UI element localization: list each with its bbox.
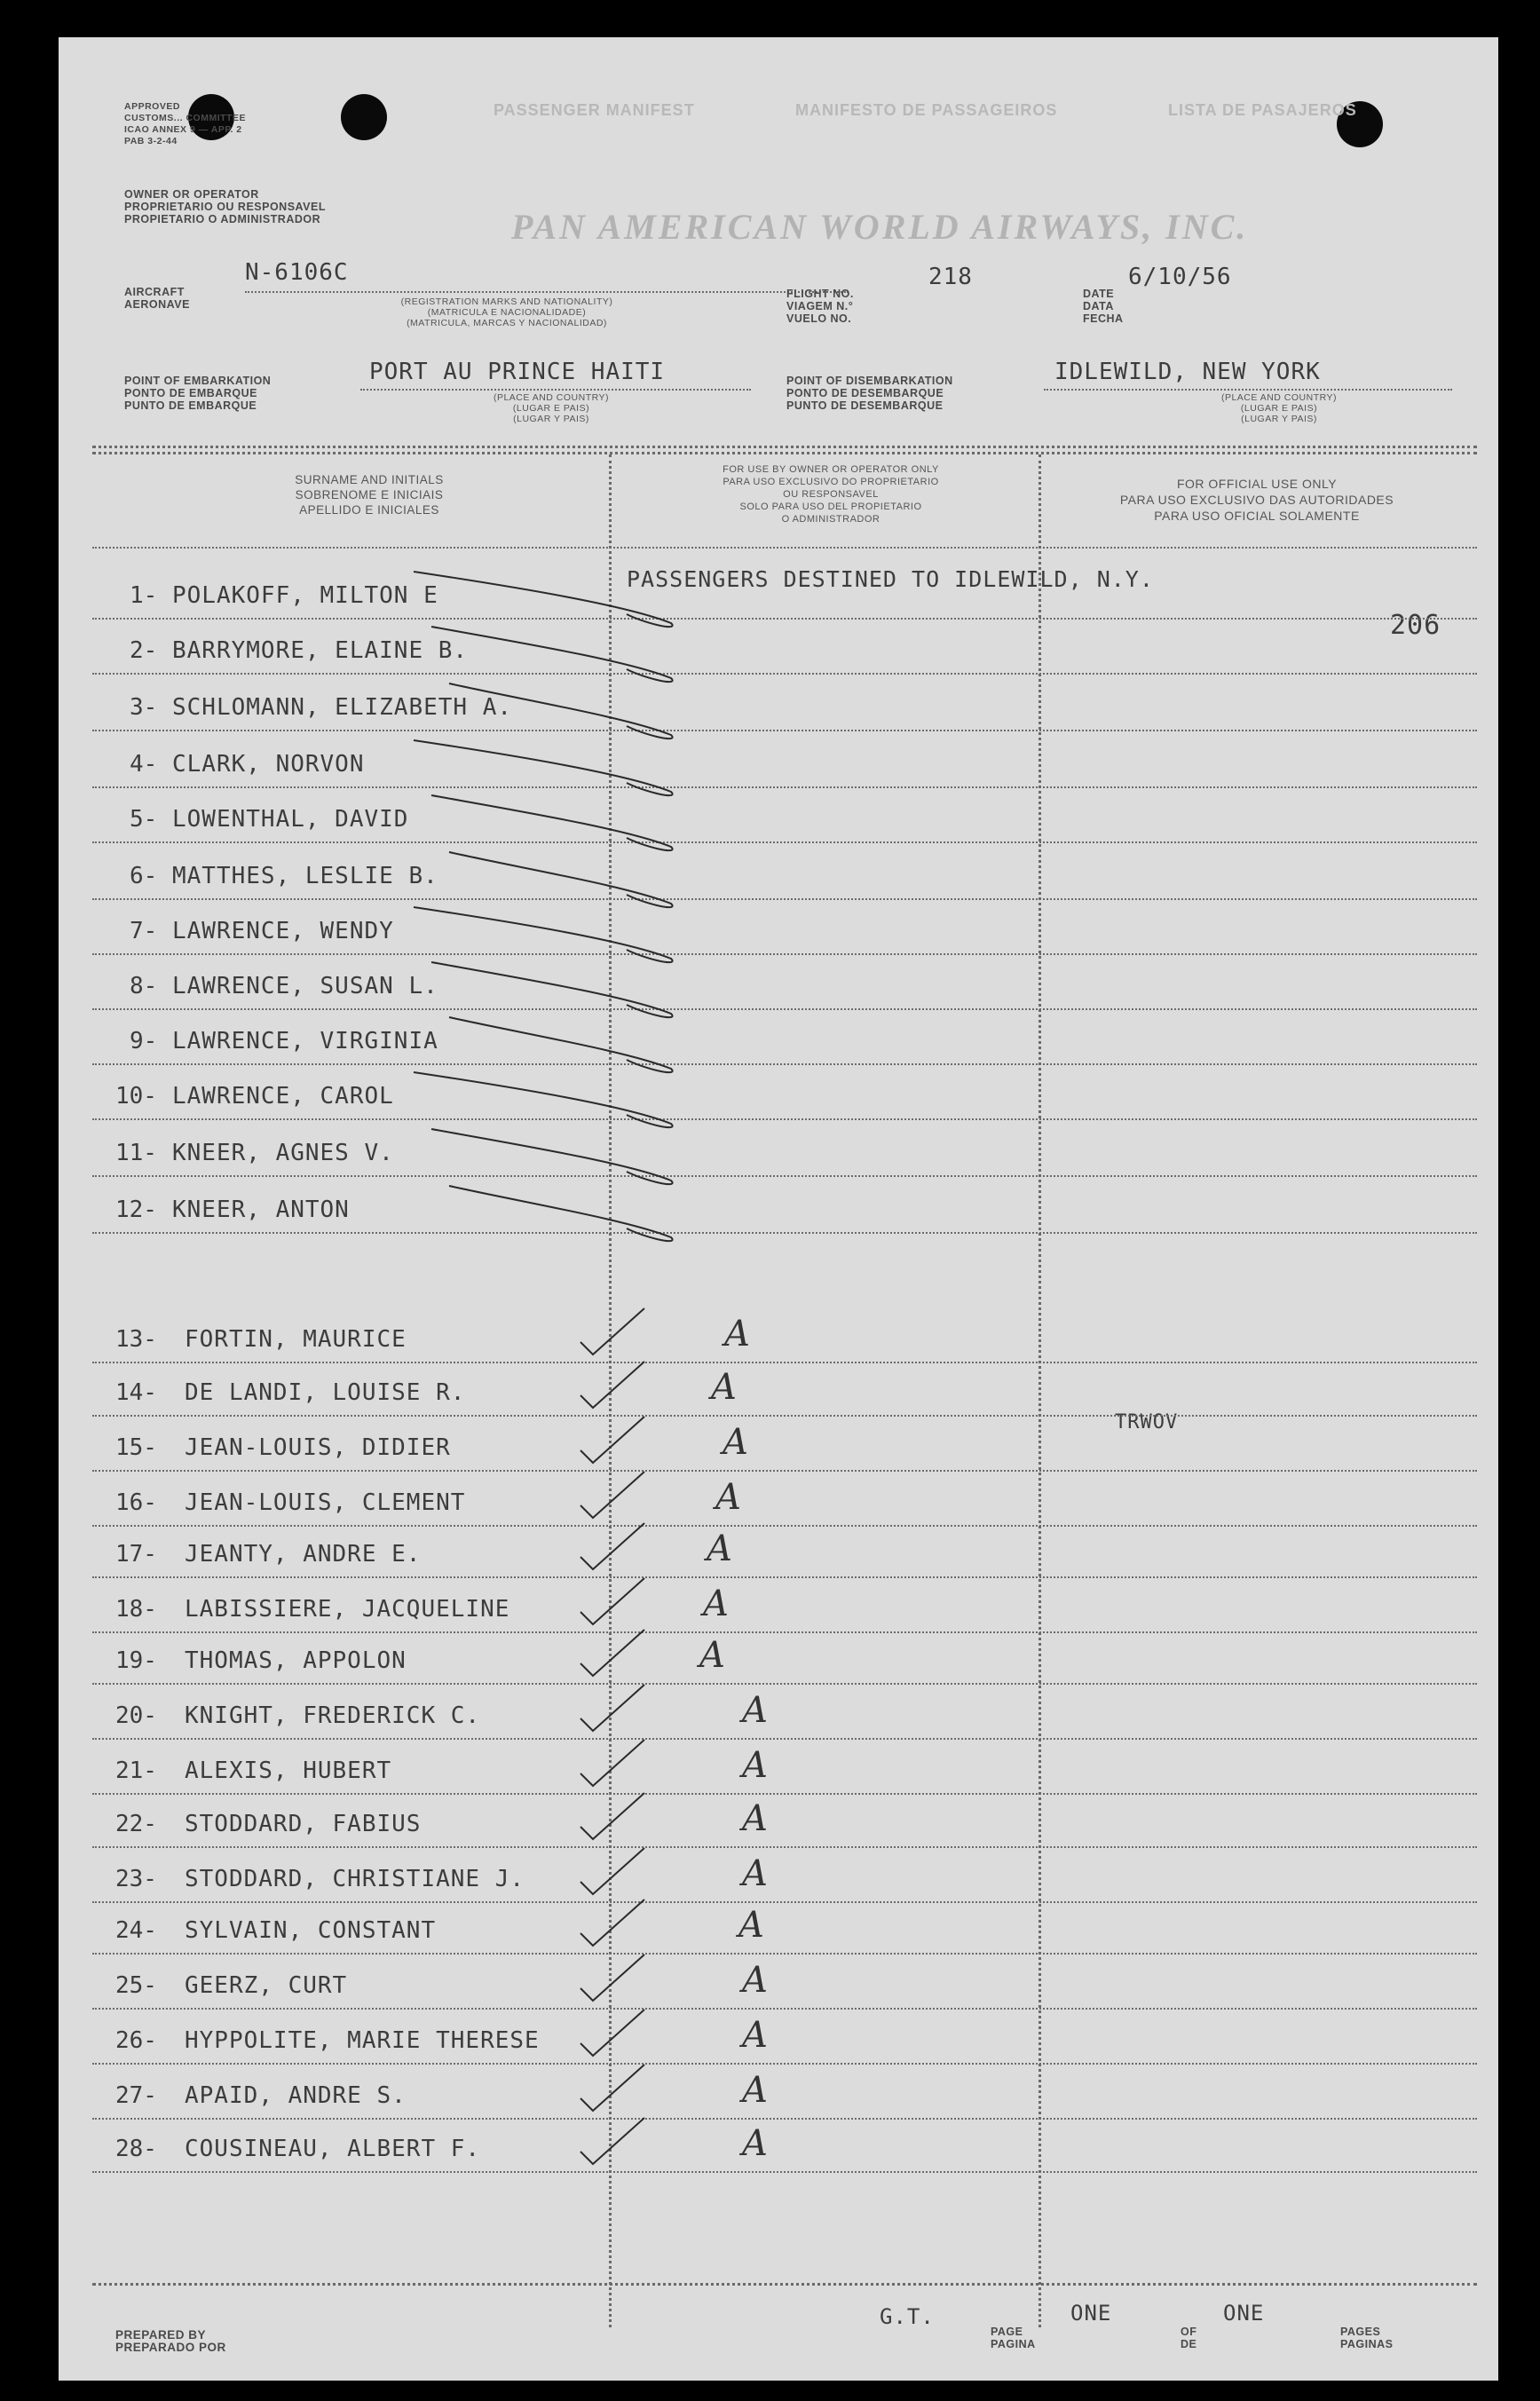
checkmark-stroke bbox=[431, 627, 673, 682]
checkmark-stroke bbox=[449, 1017, 673, 1072]
passenger-name: JEAN-LOUIS, CLEMENT bbox=[185, 1489, 466, 1516]
checkmark-stroke bbox=[414, 907, 673, 962]
passenger-name: COUSINEAU, ALBERT F. bbox=[185, 2136, 481, 2162]
row-number: 11- bbox=[115, 1140, 157, 1166]
annotation-mark: A bbox=[742, 1853, 768, 1894]
annotation-mark: A bbox=[742, 2123, 768, 2164]
passenger-name: FORTIN, MAURICE bbox=[185, 1326, 407, 1353]
row-number: 18- bbox=[115, 1596, 157, 1623]
annotation-mark: A bbox=[711, 1367, 737, 1408]
embark-label: POINT OF EMBARKATION PONTO DE EMBARQUE PUNTO DE EMBARQUE bbox=[124, 375, 272, 412]
passenger-name: KNEER, ANTON bbox=[172, 1197, 350, 1223]
annotation-mark: A bbox=[742, 1960, 768, 2001]
passenger-name: HYPPOLITE, MARIE THERESE bbox=[185, 2027, 540, 2054]
annotation-mark: A bbox=[742, 2070, 768, 2111]
checkmark-stroke bbox=[580, 1578, 644, 1624]
row-number: 12- bbox=[115, 1197, 157, 1223]
checkmark-stroke bbox=[449, 683, 673, 738]
row-number: 17- bbox=[115, 1541, 157, 1568]
flight-label: FLIGHT NO. VIAGEM N.° VUELO NO. bbox=[786, 288, 854, 325]
annotation-mark: A bbox=[742, 1745, 768, 1786]
annotation-mark: A bbox=[738, 1905, 764, 1946]
passenger-name: CLARK, NORVON bbox=[172, 751, 365, 778]
flight-value: 218 bbox=[928, 264, 973, 290]
annotation-mark: A bbox=[724, 1314, 750, 1355]
passenger-name: LAWRENCE, CAROL bbox=[172, 1083, 394, 1110]
passenger-name: JEAN-LOUIS, DIDIER bbox=[185, 1434, 451, 1461]
checkmark-stroke bbox=[580, 1630, 644, 1676]
checkmark-stroke bbox=[580, 1740, 644, 1786]
aircraft-sublabel: (REGISTRATION MARKS AND NATIONALITY) (MATRICULA E NACIONALIDADE) (MATRICULA, MARCAS Y NACIONALIDAD) bbox=[400, 296, 613, 328]
page-of-label: OF DE bbox=[1181, 2326, 1197, 2350]
checkmark-stroke bbox=[580, 1472, 644, 1518]
annotation-mark: A bbox=[707, 1528, 732, 1569]
checkmark-stroke bbox=[580, 1417, 644, 1463]
row-number: 25- bbox=[115, 1972, 157, 1999]
passenger-name: ALEXIS, HUBERT bbox=[185, 1757, 392, 1784]
checkmark-stroke bbox=[431, 1129, 673, 1184]
date-value: 6/10/56 bbox=[1128, 264, 1232, 290]
checkmark-stroke bbox=[449, 852, 673, 907]
annotation-mark: A bbox=[742, 2015, 768, 2056]
embark-place-sublabel: (PLACE AND COUNTRY) (LUGAR E PAIS) (LUGAR Y PAIS) bbox=[493, 392, 610, 424]
title-pt: MANIFESTO DE PASSAGEIROS bbox=[795, 101, 1058, 119]
row-number: 15- bbox=[115, 1434, 157, 1461]
checkmark-stroke bbox=[580, 1848, 644, 1894]
checkmark-stroke bbox=[580, 1955, 644, 2001]
section-note: PASSENGERS DESTINED TO IDLEWILD, N.Y. bbox=[627, 566, 1154, 592]
annotation-mark: A bbox=[703, 1584, 729, 1624]
annotation-mark: A bbox=[699, 1635, 725, 1676]
row-number: 19- bbox=[115, 1647, 157, 1674]
checkmark-stroke bbox=[414, 740, 673, 795]
date-label: DATE DATA FECHA bbox=[1083, 288, 1124, 325]
passenger-name: KNEER, AGNES V. bbox=[172, 1140, 394, 1166]
aircraft-value: N-6106C bbox=[245, 259, 349, 286]
passenger-name: KNIGHT, FREDERICK C. bbox=[185, 1702, 481, 1729]
row-number: 3- bbox=[130, 694, 158, 721]
pages-label: PAGES PAGINAS bbox=[1340, 2326, 1394, 2350]
row-number: 22- bbox=[115, 1811, 157, 1837]
checkmark-stroke bbox=[580, 1899, 644, 1946]
aircraft-label: AIRCRAFT AERONAVE bbox=[124, 286, 190, 311]
prepared-by-gt: G.T. bbox=[880, 2304, 935, 2329]
row-number: 14- bbox=[115, 1379, 157, 1406]
page-label: PAGE PAGINA bbox=[991, 2326, 1036, 2350]
manifest-sheet bbox=[59, 37, 1498, 2381]
col-surname-header: SURNAME AND INITIALS SOBRENOME E INICIAIS APELLIDO E INICIALES bbox=[295, 473, 444, 517]
checkmark-stroke bbox=[449, 1186, 673, 1241]
title-en: PASSENGER MANIFEST bbox=[494, 101, 695, 119]
row-number: 26- bbox=[115, 2027, 157, 2054]
official-note: TRWOV bbox=[1115, 1411, 1179, 1433]
embark-value: PORT AU PRINCE HAITI bbox=[369, 359, 666, 385]
row-number: 28- bbox=[115, 2136, 157, 2162]
prepared-by-label: PREPARED BY PREPARADO POR bbox=[115, 2328, 226, 2354]
checkmark-stroke bbox=[580, 1308, 644, 1355]
row-number: 6- bbox=[130, 863, 158, 889]
operator-name: PAN AMERICAN WORLD AIRWAYS, INC. bbox=[511, 207, 1249, 247]
passenger-name: STODDARD, FABIUS bbox=[185, 1811, 422, 1837]
row-number: 1- bbox=[130, 582, 158, 609]
annotation-mark: A bbox=[723, 1422, 748, 1463]
checkmark-stroke bbox=[431, 962, 673, 1017]
page-number: ONE bbox=[1070, 2301, 1112, 2326]
passenger-name: LAWRENCE, WENDY bbox=[172, 918, 394, 944]
official-number: 206 bbox=[1390, 610, 1441, 641]
checkmark-stroke bbox=[580, 1523, 644, 1569]
checkmark-stroke bbox=[580, 1362, 644, 1408]
disembark-value: IDLEWILD, NEW YORK bbox=[1054, 359, 1321, 385]
row-number: 27- bbox=[115, 2082, 157, 2109]
checkmark-stroke bbox=[580, 2010, 644, 2056]
passenger-name: POLAKOFF, MILTON E bbox=[172, 582, 438, 609]
page-total: ONE bbox=[1223, 2301, 1265, 2326]
annotation-mark: A bbox=[742, 1690, 768, 1731]
disembark-place-sublabel: (PLACE AND COUNTRY) (LUGAR E PAIS) (LUGAR Y PAIS) bbox=[1220, 392, 1338, 424]
row-number: 2- bbox=[130, 637, 158, 664]
passenger-name: APAID, ANDRE S. bbox=[185, 2082, 407, 2109]
row-number: 24- bbox=[115, 1917, 157, 1944]
checkmark-stroke bbox=[580, 2118, 644, 2164]
row-number: 10- bbox=[115, 1083, 157, 1110]
passenger-name: SCHLOMANN, ELIZABETH A. bbox=[172, 694, 513, 721]
passenger-name: JEANTY, ANDRE E. bbox=[185, 1541, 422, 1568]
row-number: 23- bbox=[115, 1866, 157, 1892]
passenger-name: LOWENTHAL, DAVID bbox=[172, 806, 409, 833]
passenger-name: BARRYMORE, ELAINE B. bbox=[172, 637, 469, 664]
checkmark-stroke bbox=[431, 795, 673, 850]
col-operator-header: FOR USE BY OWNER OR OPERATOR ONLY PARA USO EXCLUSIVO DO PROPRIETARIO OU RESPONSAVEL SOLO PARA USO DEL PROPIETARIO O ADMINISTRADOR bbox=[723, 464, 939, 525]
row-number: 7- bbox=[130, 918, 158, 944]
checkmark-stroke bbox=[580, 2065, 644, 2111]
passenger-name: SYLVAIN, CONSTANT bbox=[185, 1917, 437, 1944]
passenger-name: MATTHES, LESLIE B. bbox=[172, 863, 438, 889]
passenger-name: LAWRENCE, SUSAN L. bbox=[172, 973, 438, 999]
checkmark-stroke bbox=[414, 1072, 673, 1127]
form-approval-block: APPROVED CUSTOMS... COMMITTEE ICAO ANNEX 9 — APP. 2 PAB 3-2-44 bbox=[124, 101, 246, 146]
row-number: 4- bbox=[130, 751, 158, 778]
handwritten-checkmarks bbox=[59, 37, 1498, 2381]
annotation-mark: A bbox=[715, 1477, 741, 1518]
row-number: 13- bbox=[115, 1326, 157, 1353]
row-number: 5- bbox=[130, 806, 158, 833]
passenger-name: GEERZ, CURT bbox=[185, 1972, 348, 1999]
passenger-name: LABISSIERE, JACQUELINE bbox=[185, 1596, 510, 1623]
row-number: 8- bbox=[130, 973, 158, 999]
owner-label: OWNER OR OPERATOR PROPRIETARIO OU RESPONSAVEL PROPIETARIO O ADMINISTRADOR bbox=[124, 188, 326, 225]
passenger-name: DE LANDI, LOUISE R. bbox=[185, 1379, 466, 1406]
row-number: 16- bbox=[115, 1489, 157, 1516]
row-number: 20- bbox=[115, 1702, 157, 1729]
title-es: LISTA DE PASAJEROS bbox=[1168, 101, 1357, 119]
passenger-name: STODDARD, CHRISTIANE J. bbox=[185, 1866, 525, 1892]
col-official-header: FOR OFFICIAL USE ONLY PARA USO EXCLUSIVO DAS AUTORIDADES PARA USO OFICIAL SOLAMENTE bbox=[1119, 477, 1394, 523]
passenger-name: THOMAS, APPOLON bbox=[185, 1647, 407, 1674]
checkmark-stroke bbox=[414, 572, 673, 627]
disembark-label: POINT OF DISEMBARKATION PONTO DE DESEMBARQUE PUNTO DE DESEMBARQUE bbox=[786, 375, 953, 412]
checkmark-stroke bbox=[580, 1793, 644, 1839]
row-number: 9- bbox=[130, 1028, 158, 1054]
passenger-name: LAWRENCE, VIRGINIA bbox=[172, 1028, 438, 1054]
checkmark-stroke bbox=[580, 1685, 644, 1731]
row-number: 21- bbox=[115, 1757, 157, 1784]
annotation-mark: A bbox=[742, 1798, 768, 1839]
